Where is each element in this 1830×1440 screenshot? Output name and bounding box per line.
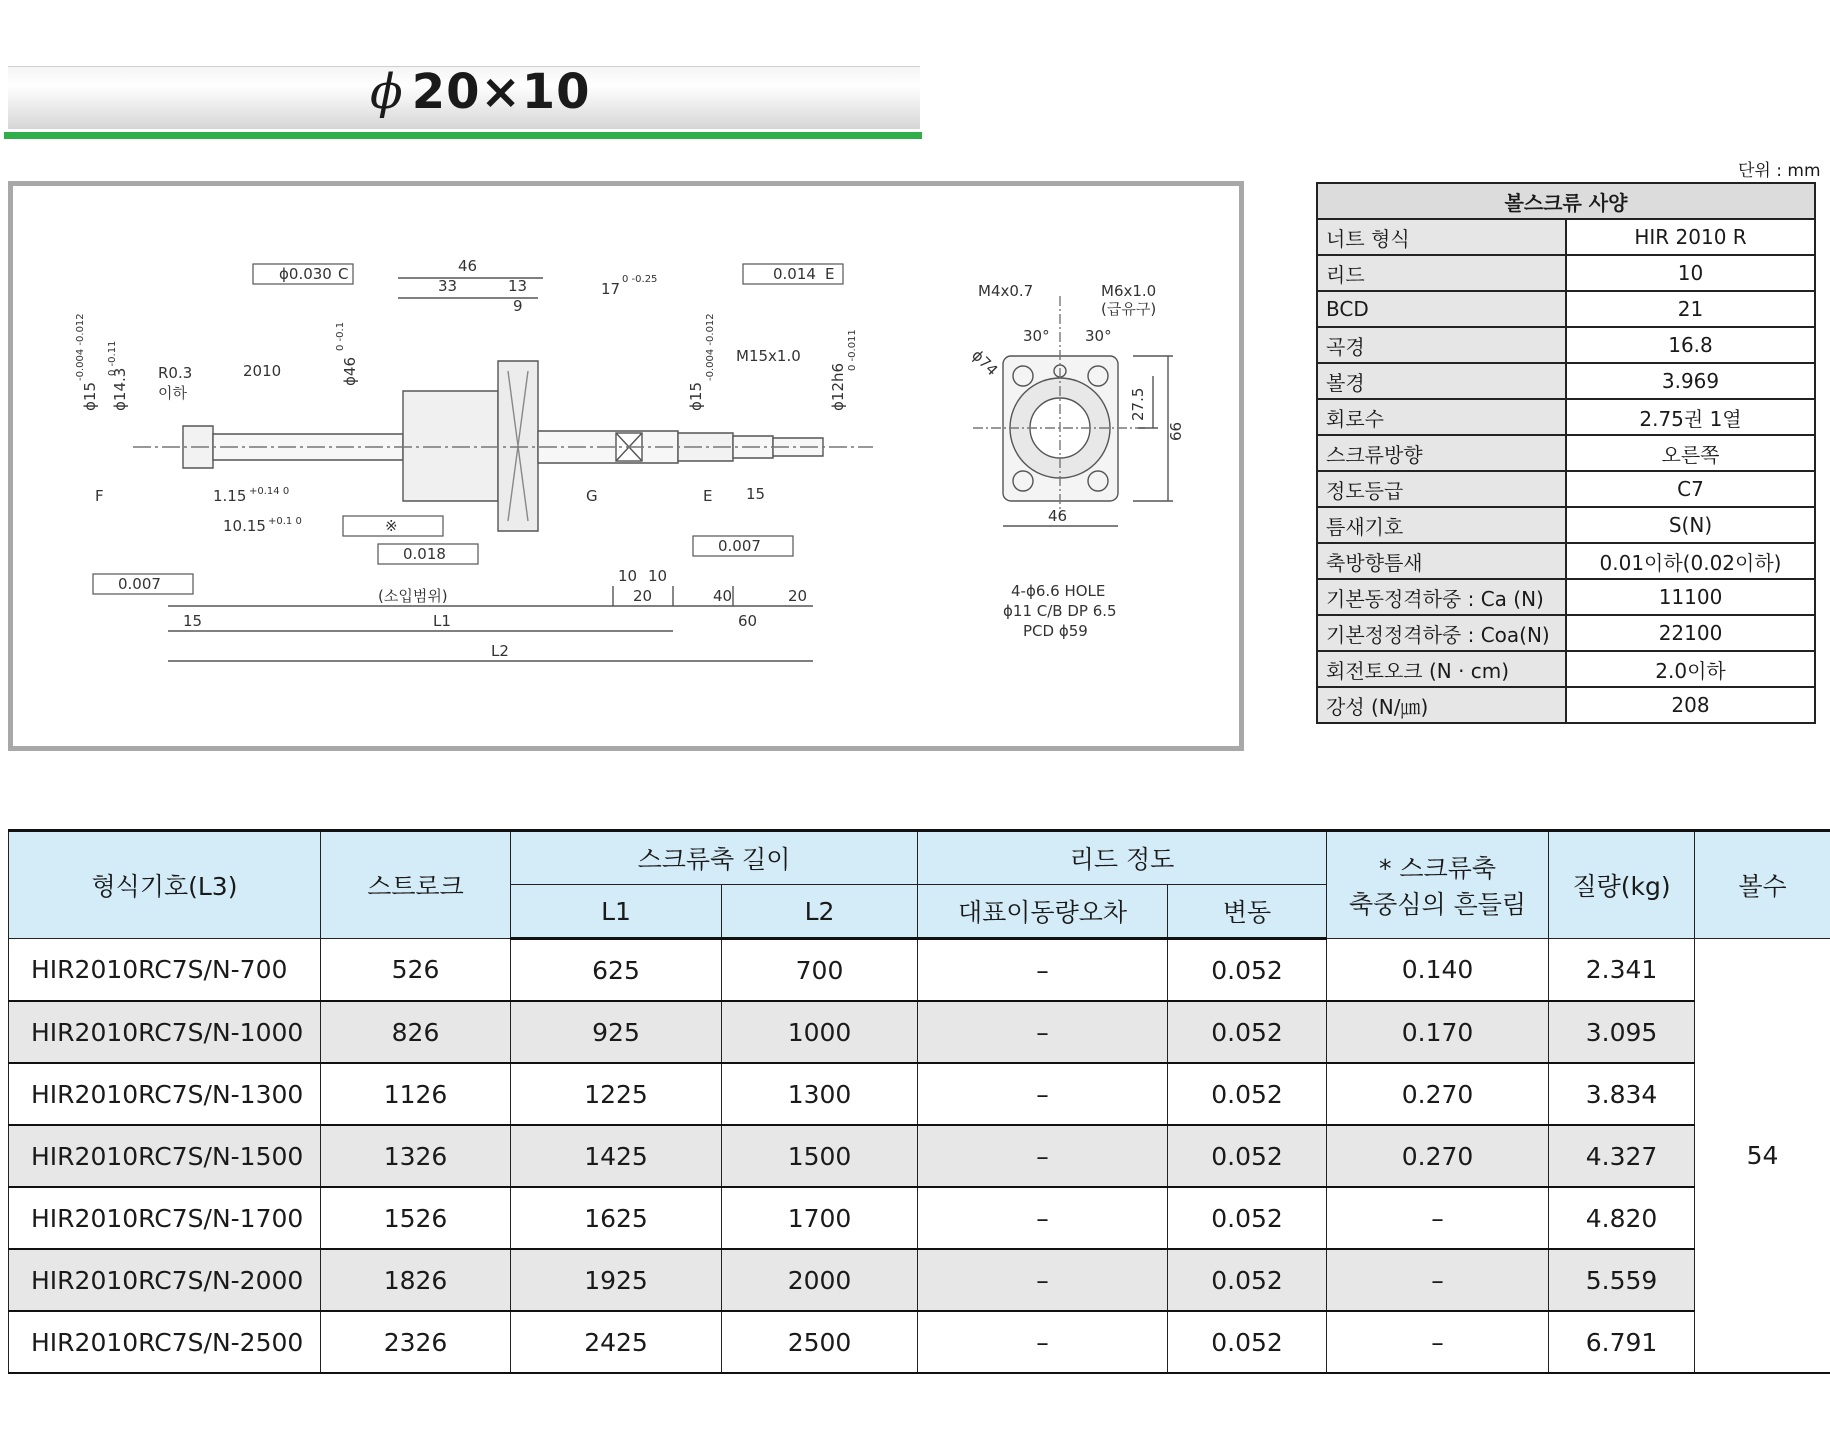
datum-e-label: E xyxy=(825,265,835,283)
spec-row xyxy=(1317,291,1815,327)
spec-value: HIR 2010 R xyxy=(1566,219,1815,255)
m6-label: M6x1.0 xyxy=(1101,282,1157,300)
cell-model: HIR2010RC7S/N-1500 xyxy=(9,1125,321,1187)
r03-label: R0.3 xyxy=(158,364,193,382)
cell-rep-error: – xyxy=(918,1125,1168,1187)
cell-runout: 0.270 xyxy=(1327,1063,1549,1125)
angle-30b: 30° xyxy=(1085,327,1112,345)
datum-g-label: G xyxy=(586,487,598,505)
cell-variation: 0.052 xyxy=(1168,1125,1327,1187)
dim-40: 40 xyxy=(713,587,733,605)
spec-label: 축방향틈새 xyxy=(1317,543,1566,579)
cell-runout: – xyxy=(1327,1187,1549,1249)
tol-115: +0.14 0 xyxy=(249,486,290,497)
dim-15-small: 15 xyxy=(746,485,766,503)
dim-9: 9 xyxy=(513,297,523,315)
dim-33: 33 xyxy=(438,277,458,295)
cell-runout: 0.170 xyxy=(1327,1001,1549,1063)
cell-l1: 2425 xyxy=(511,1311,722,1373)
spec-label: 리드 xyxy=(1317,255,1566,291)
iha-label: 이하 xyxy=(158,384,187,402)
spec-value: S(N) xyxy=(1566,507,1815,543)
dim-15: 15 xyxy=(183,612,203,630)
title-size: 20×10 xyxy=(411,64,591,120)
header-model: 형식기호(L3) xyxy=(9,831,321,939)
cell-l1: 1625 xyxy=(511,1187,722,1249)
cell-l1: 1225 xyxy=(511,1063,722,1125)
unit-label: 단위 : mm xyxy=(1738,161,1821,181)
model-2010-label: 2010 xyxy=(243,362,282,380)
cell-l2: 1500 xyxy=(722,1125,918,1187)
cell-model: HIR2010RC7S/N-2000 xyxy=(9,1249,321,1311)
cell-mass: 2.341 xyxy=(1549,939,1695,1002)
spec-label: 곡경 xyxy=(1317,327,1566,363)
tol-1015: +0.1 0 xyxy=(268,516,302,527)
spec-table xyxy=(1316,182,1816,724)
dim-10a: 10 xyxy=(618,567,638,585)
table-row xyxy=(9,1001,1830,1063)
table-row xyxy=(9,1249,1830,1311)
cell-variation: 0.052 xyxy=(1168,1187,1327,1249)
page-title xyxy=(370,64,591,120)
runout-c-label: ϕ0.030 xyxy=(279,265,332,283)
spec-row xyxy=(1317,687,1815,723)
drawing-svg xyxy=(13,186,1239,746)
datum-e2-label: E xyxy=(703,487,713,505)
cell-stroke: 826 xyxy=(321,1001,511,1063)
dim-1015: 10.15 xyxy=(223,517,266,535)
cell-rep-error: – xyxy=(918,1063,1168,1125)
cell-model: HIR2010RC7S/N-1700 xyxy=(9,1187,321,1249)
spec-label: 기본정정격하중 : Coa(N) xyxy=(1317,615,1566,651)
dim-60: 60 xyxy=(738,612,758,630)
table-row xyxy=(9,1187,1830,1249)
spec-value: C7 xyxy=(1566,471,1815,507)
phi143-label: ϕ14.3 xyxy=(111,367,129,411)
spec-value: 0.01이하(0.02이하) xyxy=(1566,543,1815,579)
cell-stroke: 1826 xyxy=(321,1249,511,1311)
header-variation: 변동 xyxy=(1168,885,1327,939)
cell-l1: 925 xyxy=(511,1001,722,1063)
pcd-label: PCD ϕ59 xyxy=(1023,622,1088,640)
datum-c-label: C xyxy=(338,265,349,283)
tol-15b: -0.004 -0.012 xyxy=(705,313,716,381)
tol-46: 0 -0.1 xyxy=(335,321,346,351)
cell-stroke: 1126 xyxy=(321,1063,511,1125)
cell-variation: 0.052 xyxy=(1168,1249,1327,1311)
m15-label: M15x1.0 xyxy=(736,347,801,365)
spec-label: 회전토오크 (N · cm) xyxy=(1317,651,1566,687)
cell-l2: 1000 xyxy=(722,1001,918,1063)
cell-variation: 0.052 xyxy=(1168,939,1327,1002)
cell-rep-error: – xyxy=(918,1311,1168,1373)
dim-20b: 20 xyxy=(788,587,808,605)
spec-value: 22100 xyxy=(1566,615,1815,651)
cell-model: HIR2010RC7S/N-1000 xyxy=(9,1001,321,1063)
dim-13: 13 xyxy=(508,277,528,295)
dim-46b: 46 xyxy=(1048,507,1068,525)
spec-row xyxy=(1317,399,1815,435)
header-runout xyxy=(1327,831,1549,939)
spec-row xyxy=(1317,615,1815,651)
datum-f-label: F xyxy=(95,487,104,505)
header-mass: 질량(kg) xyxy=(1549,831,1695,939)
cell-stroke: 1526 xyxy=(321,1187,511,1249)
cell-mass: 3.834 xyxy=(1549,1063,1695,1125)
header-screw-length: 스크류축 길이 xyxy=(511,831,918,885)
cell-runout: – xyxy=(1327,1311,1549,1373)
title-underline xyxy=(4,132,922,139)
spec-label: BCD xyxy=(1317,291,1566,327)
table-row xyxy=(9,1063,1830,1125)
dim-115: 1.15 xyxy=(213,487,247,505)
spec-row xyxy=(1317,651,1815,687)
technical-drawing xyxy=(8,181,1244,751)
cell-model: HIR2010RC7S/N-1300 xyxy=(9,1063,321,1125)
spec-label: 회로수 xyxy=(1317,399,1566,435)
grease-label: (급유구) xyxy=(1101,300,1157,318)
spec-label: 볼경 xyxy=(1317,363,1566,399)
spec-value: 2.75권 1열 xyxy=(1566,399,1815,435)
dim-275: 27.5 xyxy=(1129,387,1147,421)
l1-label: L1 xyxy=(433,612,451,630)
parallel-mark: ※ xyxy=(385,517,398,535)
spec-value: 2.0이하 xyxy=(1566,651,1815,687)
spec-label: 너트 형식 xyxy=(1317,219,1566,255)
cell-l2: 2500 xyxy=(722,1311,918,1373)
cell-stroke: 1326 xyxy=(321,1125,511,1187)
cell-model: HIR2010RC7S/N-2500 xyxy=(9,1311,321,1373)
header-l1: L1 xyxy=(511,885,722,939)
phi12h6-label: ϕ12h6 xyxy=(829,362,847,411)
spec-label: 스크류방향 xyxy=(1317,435,1566,471)
cell-mass: 4.820 xyxy=(1549,1187,1695,1249)
header-stroke: 스트로크 xyxy=(321,831,511,939)
perp-007-e-label: 0.007 xyxy=(718,537,761,555)
spec-row xyxy=(1317,471,1815,507)
spec-value: 21 xyxy=(1566,291,1815,327)
cell-l1: 1925 xyxy=(511,1249,722,1311)
cell-variation: 0.052 xyxy=(1168,1063,1327,1125)
cell-ball-count: 54 xyxy=(1695,939,1830,1374)
phi15-label: ϕ15 xyxy=(81,382,99,411)
spec-row xyxy=(1317,327,1815,363)
spec-row xyxy=(1317,363,1815,399)
cell-mass: 6.791 xyxy=(1549,1311,1695,1373)
counterbore-label: ϕ11 C/B DP 6.5 xyxy=(1003,602,1117,620)
header-rep-error: 대표이동량오차 xyxy=(918,885,1168,939)
spec-value: 3.969 xyxy=(1566,363,1815,399)
phi15b-label: ϕ15 xyxy=(687,382,705,411)
cell-l2: 2000 xyxy=(722,1249,918,1311)
header-runout-line1: * 스크류축 xyxy=(1378,854,1497,883)
phi-symbol: ϕ xyxy=(370,64,404,120)
m4-label: M4x0.7 xyxy=(978,282,1034,300)
tol-17: 0 -0.25 xyxy=(622,274,658,285)
angle-30a: 30° xyxy=(1023,327,1050,345)
cell-runout: – xyxy=(1327,1249,1549,1311)
cell-model: HIR2010RC7S/N-700 xyxy=(9,939,321,1002)
spec-row xyxy=(1317,435,1815,471)
cell-stroke: 526 xyxy=(321,939,511,1002)
spec-row xyxy=(1317,543,1815,579)
dim-10b: 10 xyxy=(648,567,668,585)
dim-66: 66 xyxy=(1167,421,1185,441)
cell-stroke: 2326 xyxy=(321,1311,511,1373)
cell-variation: 0.052 xyxy=(1168,1001,1327,1063)
cell-rep-error: – xyxy=(918,1001,1168,1063)
spec-row xyxy=(1317,255,1815,291)
tol-143: 0 -0.11 xyxy=(107,340,118,376)
cell-rep-error: – xyxy=(918,1187,1168,1249)
table-row xyxy=(9,939,1830,1002)
tol-12: 0 -0.011 xyxy=(847,329,858,371)
dim-20a: 20 xyxy=(633,587,653,605)
cell-l1: 625 xyxy=(511,939,722,1002)
cell-l2: 1700 xyxy=(722,1187,918,1249)
header-lead-accuracy: 리드 정도 xyxy=(918,831,1327,885)
spec-label: 정도등급 xyxy=(1317,471,1566,507)
spec-value: 208 xyxy=(1566,687,1815,723)
spec-label: 강성 (N/㎛) xyxy=(1317,687,1566,723)
cell-rep-error: – xyxy=(918,1249,1168,1311)
spec-row xyxy=(1317,507,1815,543)
dim-46: 46 xyxy=(458,257,478,275)
cell-l1: 1425 xyxy=(511,1125,722,1187)
perp-e-label: 0.014 xyxy=(773,265,816,283)
spec-value: 10 xyxy=(1566,255,1815,291)
hole-label: 4-ϕ6.6 HOLE xyxy=(1011,582,1106,600)
tol-15: -0.004 -0.012 xyxy=(75,313,86,381)
cell-runout: 0.140 xyxy=(1327,939,1549,1002)
phi74-label: ϕ74 xyxy=(968,346,1002,380)
header-balls: 볼수 xyxy=(1695,831,1830,939)
phi46-label: ϕ46 xyxy=(341,357,359,386)
cell-l2: 700 xyxy=(722,939,918,1002)
spec-value: 오른쪽 xyxy=(1566,435,1815,471)
insert-range-label: (소입범위) xyxy=(378,587,448,605)
spec-label: 틈새기호 xyxy=(1317,507,1566,543)
header-l2: L2 xyxy=(722,885,918,939)
perp-018-label: 0.018 xyxy=(403,545,446,563)
cell-l2: 1300 xyxy=(722,1063,918,1125)
spec-title: 볼스크류 사양 xyxy=(1317,183,1815,219)
spec-value: 16.8 xyxy=(1566,327,1815,363)
cell-variation: 0.052 xyxy=(1168,1311,1327,1373)
cell-mass: 5.559 xyxy=(1549,1249,1695,1311)
spec-row xyxy=(1317,579,1815,615)
header-runout-line2: 축중심의 흔들림 xyxy=(1349,890,1527,919)
dim-17: 17 xyxy=(601,280,621,298)
cell-runout: 0.270 xyxy=(1327,1125,1549,1187)
model-table xyxy=(8,829,1830,1374)
table-row xyxy=(9,1311,1830,1373)
cell-mass: 3.095 xyxy=(1549,1001,1695,1063)
spec-label: 기본동정격하중 : Ca (N) xyxy=(1317,579,1566,615)
perp-007-f-label: 0.007 xyxy=(118,575,161,593)
spec-row xyxy=(1317,219,1815,255)
cell-rep-error: – xyxy=(918,939,1168,1002)
cell-mass: 4.327 xyxy=(1549,1125,1695,1187)
l2-label: L2 xyxy=(491,642,509,660)
table-row xyxy=(9,1125,1830,1187)
spec-value: 11100 xyxy=(1566,579,1815,615)
